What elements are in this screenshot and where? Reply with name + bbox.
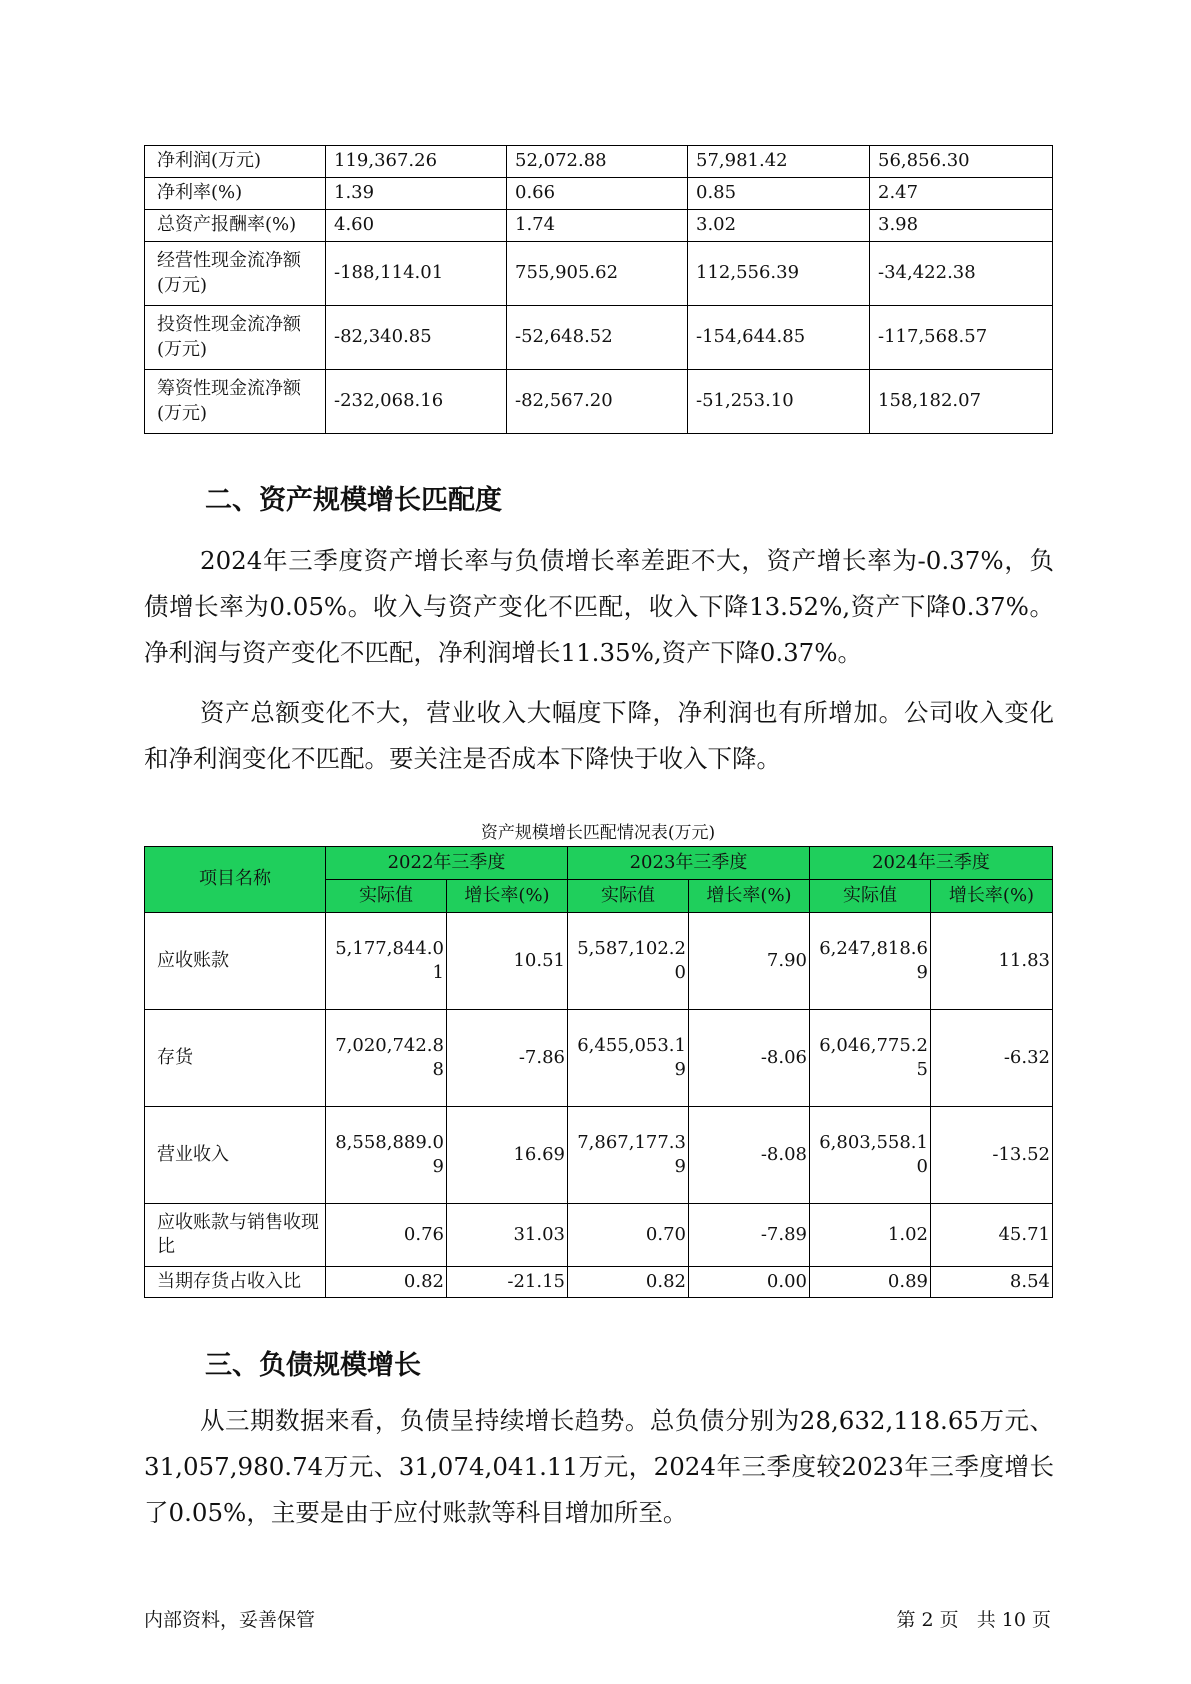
table-row (145, 242, 1053, 306)
table-cell: 4.60 (326, 210, 507, 242)
header-actual: 实际值 (568, 880, 689, 913)
section-heading: 三、负债规模增长 (205, 1350, 421, 1381)
header-period: 2023年三季度 (568, 847, 810, 880)
table-cell: 1.39 (326, 178, 507, 210)
table-cell: 3.98 (870, 210, 1053, 242)
table-cell: 7,867,177.39 (568, 1107, 689, 1204)
table-cell: 5,587,102.20 (568, 913, 689, 1010)
table-header-row (145, 847, 1053, 880)
table-cell: 158,182.07 (870, 370, 1053, 434)
row-label: 存货 (145, 1010, 326, 1107)
table-cell: -154,644.85 (688, 306, 870, 370)
table-cell: 5,177,844.01 (326, 913, 447, 1010)
header-actual: 实际值 (326, 880, 447, 913)
paragraph: 资产总额变化不大，营业收入大幅度下降，净利润也有所增加。公司收入变化和净利润变化不匹配。要关注是否成本下降快于收入下降。 (144, 698, 1054, 773)
table-cell: 57,981.42 (688, 146, 870, 178)
table-cell: 119,367.26 (326, 146, 507, 178)
table-cell: 0.00 (689, 1267, 810, 1298)
table-cell: -7.89 (689, 1204, 810, 1267)
table-cell: -6.32 (931, 1010, 1053, 1107)
header-item-name: 项目名称 (145, 847, 326, 913)
table-cell: -13.52 (931, 1107, 1053, 1204)
header-growth: 增长率(%) (931, 880, 1053, 913)
table-row (145, 1010, 1053, 1107)
row-label: 投资性现金流净额(万元) (145, 306, 326, 370)
table-cell: 6,803,558.10 (810, 1107, 931, 1204)
table-cell: -82,567.20 (507, 370, 688, 434)
table-row (145, 146, 1053, 178)
table-cell: -8.08 (689, 1107, 810, 1204)
table-row (145, 210, 1053, 242)
table-row (145, 1107, 1053, 1204)
table-row (145, 178, 1053, 210)
table-cell: 10.51 (447, 913, 568, 1010)
header-growth: 增长率(%) (447, 880, 568, 913)
table-cell: 8.54 (931, 1267, 1053, 1298)
table-row (145, 1204, 1053, 1267)
table-cell: -188,114.01 (326, 242, 507, 306)
table-cell: 0.85 (688, 178, 870, 210)
table-cell: 7.90 (689, 913, 810, 1010)
table-caption: 资产规模增长匹配情况表(万元) (480, 823, 716, 843)
table-cell: 11.83 (931, 913, 1053, 1010)
table-row (145, 913, 1053, 1010)
header-period: 2024年三季度 (810, 847, 1053, 880)
financial-summary-table (144, 145, 1053, 434)
table-cell: 6,046,775.25 (810, 1010, 931, 1107)
table-cell: -82,340.85 (326, 306, 507, 370)
table-row (145, 370, 1053, 434)
table-cell: 0.82 (568, 1267, 689, 1298)
row-label: 经营性现金流净额(万元) (145, 242, 326, 306)
table-cell: -117,568.57 (870, 306, 1053, 370)
table-cell: -21.15 (447, 1267, 568, 1298)
row-label: 应收账款与销售收现比 (145, 1204, 326, 1267)
table-cell: 6,247,818.69 (810, 913, 931, 1010)
table-cell: 6,455,053.19 (568, 1010, 689, 1107)
table-row (145, 306, 1053, 370)
table-cell: 31.03 (447, 1204, 568, 1267)
table-cell: 7,020,742.88 (326, 1010, 447, 1107)
row-label: 净利率(%) (145, 178, 326, 210)
table-cell: -51,253.10 (688, 370, 870, 434)
paragraph: 从三期数据来看，负债呈持续增长趋势。总负债分别为28,632,118.65万元、31,057,980.74万元、31,074,041.11万元，2024年三季度较2023年三季度增长了0.05%，主要是由于应付账款等科目增加所至。 (144, 1406, 1054, 1527)
row-label: 应收账款 (145, 913, 326, 1010)
section-heading: 二、资产规模增长匹配度 (205, 485, 502, 516)
table-cell: -7.86 (447, 1010, 568, 1107)
table-cell: -34,422.38 (870, 242, 1053, 306)
row-label: 当期存货占收入比 (145, 1267, 326, 1298)
paragraph: 2024年三季度资产增长率与负债增长率差距不大，资产增长率为-0.37%，负债增长率为0.05%。收入与资产变化不匹配，收入下降13.52%,资产下降0.37%。净利润与资产变化不匹配，净利润增长11.35%,资产下降0.37%。 (144, 546, 1054, 667)
table-cell: 1.74 (507, 210, 688, 242)
table-cell: 1.02 (810, 1204, 931, 1267)
page-number: 第 2 页 共 10 页 (896, 1609, 1051, 1631)
table-cell: 0.76 (326, 1204, 447, 1267)
row-label: 总资产报酬率(%) (145, 210, 326, 242)
table-cell: 8,558,889.09 (326, 1107, 447, 1204)
table-cell: 56,856.30 (870, 146, 1053, 178)
table-cell: 52,072.88 (507, 146, 688, 178)
header-growth: 增长率(%) (689, 880, 810, 913)
table-cell: -232,068.16 (326, 370, 507, 434)
table-cell: 0.89 (810, 1267, 931, 1298)
header-period: 2022年三季度 (326, 847, 568, 880)
table-cell: 16.69 (447, 1107, 568, 1204)
table-cell: -52,648.52 (507, 306, 688, 370)
asset-growth-table (144, 846, 1053, 1298)
row-label: 净利润(万元) (145, 146, 326, 178)
table-cell: -8.06 (689, 1010, 810, 1107)
table-cell: 755,905.62 (507, 242, 688, 306)
header-actual: 实际值 (810, 880, 931, 913)
table-row (145, 1267, 1053, 1298)
table-cell: 0.70 (568, 1204, 689, 1267)
table-cell: 45.71 (931, 1204, 1053, 1267)
row-label: 筹资性现金流净额(万元) (145, 370, 326, 434)
table-cell: 2.47 (870, 178, 1053, 210)
table-cell: 0.82 (326, 1267, 447, 1298)
table-cell: 0.66 (507, 178, 688, 210)
footer-confidential-note: 内部资料，妥善保管 (144, 1609, 316, 1631)
row-label: 营业收入 (145, 1107, 326, 1204)
table-cell: 3.02 (688, 210, 870, 242)
table-cell: 112,556.39 (688, 242, 870, 306)
